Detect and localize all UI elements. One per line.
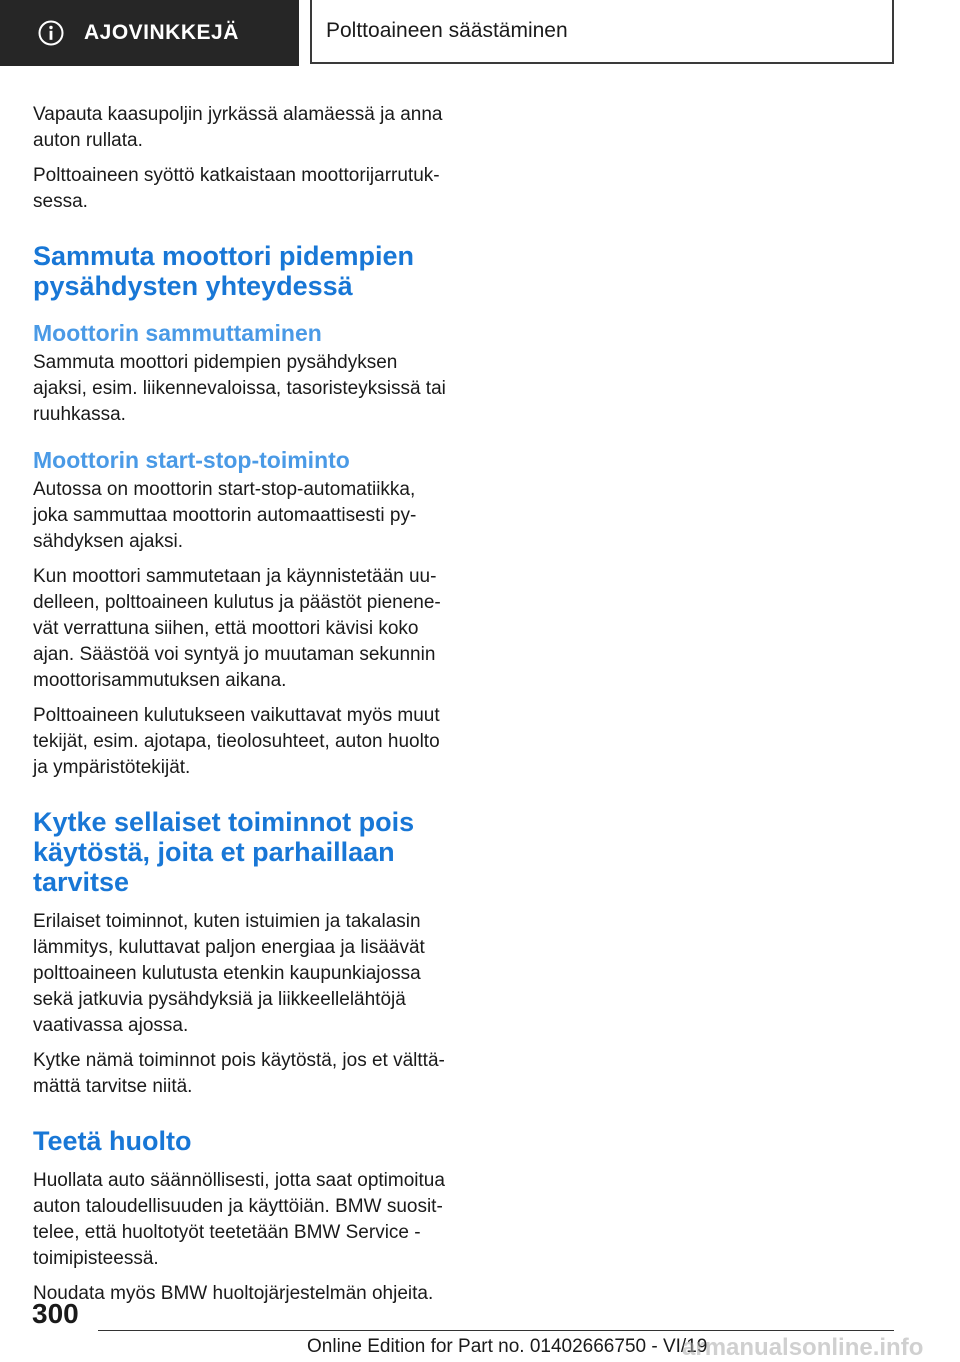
subheading-engine-stop: Moottorin sammuttaminen bbox=[33, 320, 322, 346]
paragraph: Kytke nämä toiminnot pois käytöstä, jos et välttämättä tarvitse niitä. bbox=[33, 1050, 445, 1097]
info-circle-icon bbox=[38, 20, 64, 46]
watermark: armanualsonline.info bbox=[682, 1334, 924, 1361]
main-content bbox=[33, 102, 448, 1316]
edition-note: Online Edition for Part no. 01402666750 - VI/19 bbox=[307, 1336, 708, 1357]
page-topic: Polttoaineen säästäminen bbox=[326, 19, 568, 42]
header-topic-box bbox=[310, 0, 894, 64]
heading-disable-functions: Kytke sellaiset toiminnot pois käytöstä, joita et parhaillaan tarvitse bbox=[33, 807, 415, 897]
section-label: AJOVINKKEJÄ bbox=[84, 21, 239, 44]
heading-engine-shutdown: Sammuta moottori pidempien pysähdysten yhteydessä bbox=[33, 241, 415, 301]
page-number: 300 bbox=[32, 1298, 79, 1329]
paragraph: Huollata auto säännöllisesti, jotta saat optimoitua auton taloudellisuuden ja käyttöiän. BMW suosittelee, että huoltotyöt teetetään BMW Service -toimipisteessä. bbox=[33, 1170, 445, 1269]
paragraph: Vapauta kaasupoljin jyrkässä alamäessä ja anna auton rullata. bbox=[33, 104, 443, 151]
paragraph: Polttoaineen kulutukseen vaikuttavat myös muut tekijät, esim. ajotapa, tieolosuhteet, auton huolto ja ympäristötekijät. bbox=[33, 705, 440, 778]
header-section-tab bbox=[0, 0, 299, 66]
paragraph: Kun moottori sammutetaan ja käynnistetään uudelleen, polttoaineen kulutus ja päästöt pienenevät verrattuna siihen, että moottori kävisi koko ajan. Säästöä voi syntyä jo muutaman sekunnin moottorisammutuksen aikana. bbox=[33, 566, 441, 691]
footer-divider bbox=[98, 1330, 894, 1331]
heading-service: Teetä huolto bbox=[33, 1126, 192, 1156]
paragraph: Sammuta moottori pidempien pysähdyksen ajaksi, esim. liikennevaloissa, tasoristeyksissä tai ruuhkassa. bbox=[33, 352, 446, 425]
subheading-start-stop: Moottorin start-stop-toiminto bbox=[33, 447, 350, 473]
paragraph: Autossa on moottorin start-stop-automatiikka, joka sammuttaa moottorin automaattisesti pysähdyksen ajaksi. bbox=[33, 479, 417, 552]
paragraph: Polttoaineen syöttö katkaistaan moottorijarrutuksessa. bbox=[33, 165, 440, 212]
paragraph: Erilaiset toiminnot, kuten istuimien ja takalasin lämmitys, kuluttavat paljon energiaa ja lisäävät polttoaineen kulutusta etenkin kaupunkiajossa sekä jatkuvia pysähdyksiä ja liikkeellelähtöjä vaativassa ajossa. bbox=[33, 911, 425, 1036]
paragraph: Noudata myös BMW huoltojärjestelmän ohjeita. bbox=[33, 1283, 434, 1304]
